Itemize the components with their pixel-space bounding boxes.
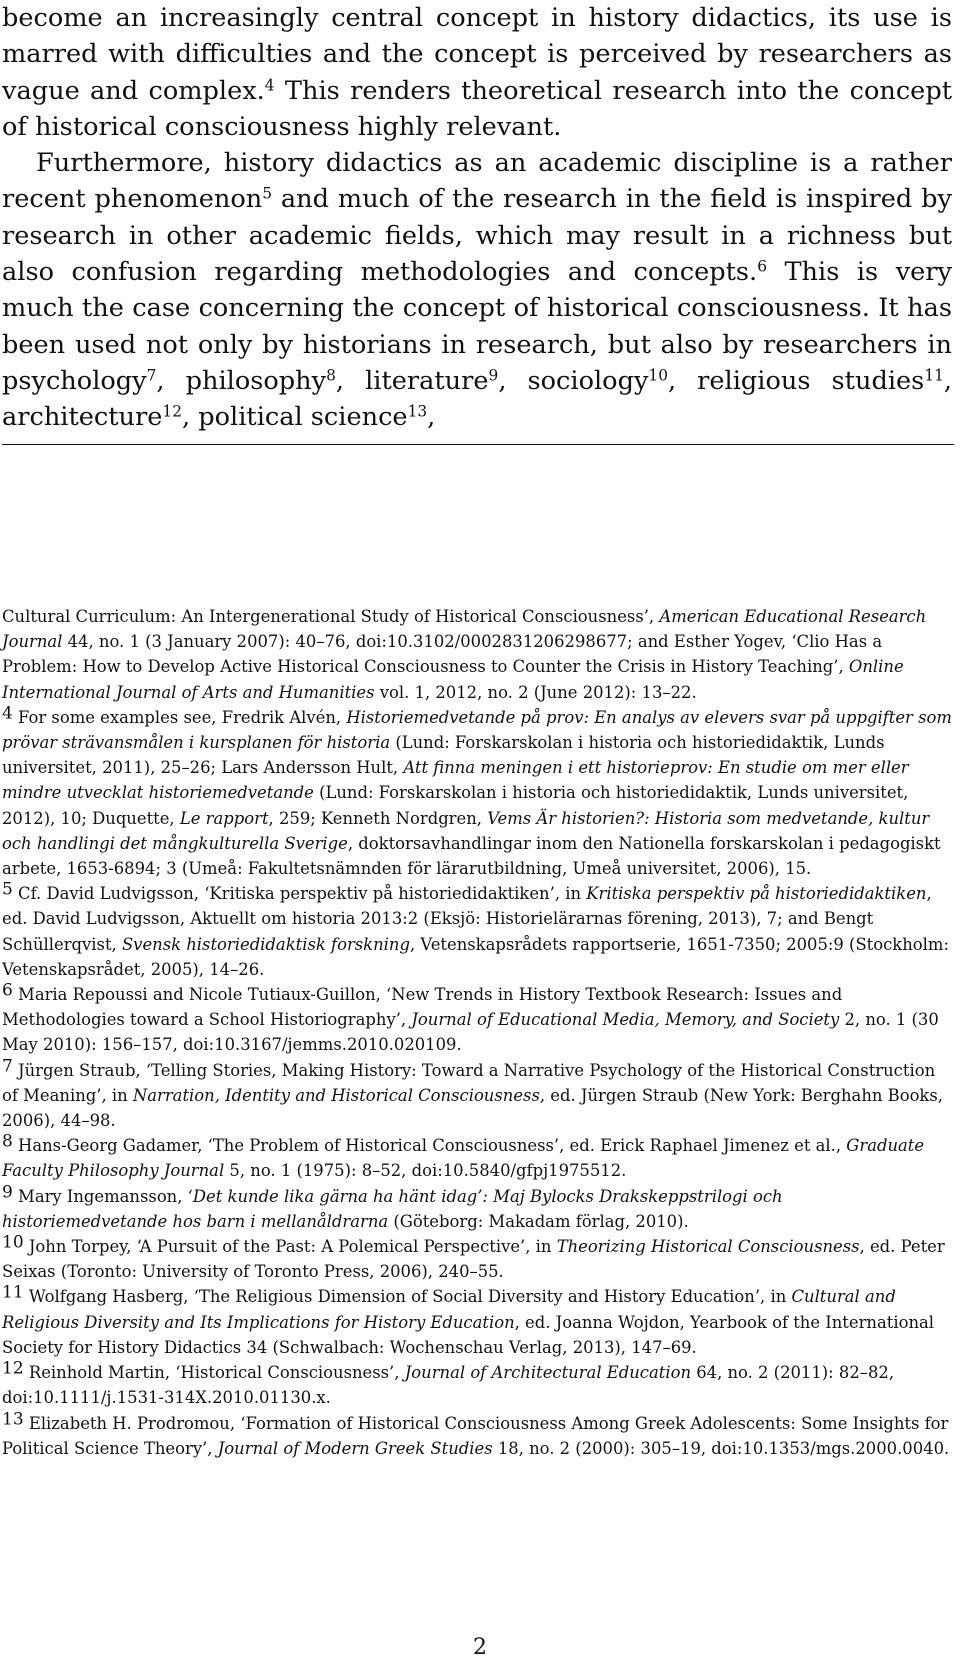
text-run: Cf. David Ludvigsson, ‘Kritiska perspektiv på historiedidaktiken’, in bbox=[12, 884, 587, 904]
text-run: (Lund: Forskarskolan i historia och historiedidaktik, Lunds universitet, 2012), 10; Duquette, bbox=[2, 783, 909, 828]
footnote-ref[interactable]: 6 bbox=[757, 257, 767, 276]
italic-title: ‘Det kunde lika gärna ha hänt idag’: Maj Bylocks Drakskeppstrilogi och historiemedvetande hos barn i mellanåldrarna bbox=[2, 1186, 783, 1231]
text-run: , religious studies bbox=[667, 365, 925, 396]
footnote-ref[interactable]: 13 bbox=[407, 402, 428, 421]
text-run: 44, no. 1 (3 January 2007): 40–76, doi:10.3102/0002831206298677; and Esther Yogev, ‘Clio Has a Problem: How to Develop Active Historical Consciousness to Counter the Crisis in History Teaching’, bbox=[2, 632, 883, 677]
footnote-continued bbox=[2, 604, 952, 705]
italic-title: Vems Är historien?: Historia som medvetande, kultur och handlingi det mångkulturella Sverige bbox=[2, 808, 930, 853]
text-run: Mary Ingemansson, bbox=[12, 1186, 188, 1206]
footnote-4 bbox=[2, 705, 952, 881]
footnote-ref[interactable]: 9 bbox=[488, 366, 499, 385]
footnote-ref[interactable]: 10 bbox=[648, 366, 668, 385]
italic-title: Svensk historiedidaktisk forskning bbox=[121, 934, 410, 954]
text-run: , ed. Peter Seixas (Toronto: University of Toronto Press, 2006), 240–55. bbox=[2, 1237, 945, 1282]
text-run: Elizabeth H. Prodromou, ‘Formation of Historical Consciousness Among Greek Adolescents: Some Insights for Political Science Theory’, bbox=[2, 1413, 949, 1458]
footnote-9 bbox=[2, 1181, 952, 1234]
footnote-number: 12 bbox=[2, 1358, 24, 1379]
footnote-number: 8 bbox=[2, 1131, 13, 1152]
italic-title: Cultural and Religious Diversity and Its Implications for History Education bbox=[2, 1287, 896, 1332]
paragraph bbox=[2, 145, 952, 435]
footnote-number: 13 bbox=[2, 1408, 24, 1429]
text-run: and much of the research in the field is inspired by research in other academic fields, which may result in a richness but also confusion regarding methodologies and concepts. bbox=[2, 184, 953, 288]
text-run: , bbox=[427, 402, 436, 433]
text-run: , ed. David Ludvigsson, Aktuellt om historia 2013:2 (Eksjö: Historielärarnas förening, 2013), 7; and Bengt Schüllerqvist, bbox=[2, 884, 932, 954]
italic-title: Journal of Modern Greek Studies bbox=[217, 1438, 493, 1458]
paragraph bbox=[2, 0, 952, 145]
footnote-8 bbox=[2, 1133, 952, 1183]
footnotes bbox=[2, 604, 952, 1461]
footnote-ref[interactable]: 8 bbox=[326, 366, 336, 385]
text-run: Cultural Curriculum: An Intergenerational Study of Historical Consciousness’, bbox=[2, 607, 660, 626]
text-run: This is very much the case concerning the concept of historical consciousness. It has been used not only by historians in research, but also by researchers in psychology bbox=[2, 257, 952, 396]
footnote-10 bbox=[2, 1234, 952, 1284]
text-run: Maria Repoussi and Nicole Tutiaux-Guillon, ‘New Trends in History Textbook Research: Issues and Methodologies toward a School Historiography’, bbox=[2, 985, 843, 1030]
text-run: , ed. Jürgen Straub (New York: Berghahn Books, 2006), 44–98. bbox=[2, 1085, 943, 1131]
italic-title: Journal of Architectural Education bbox=[404, 1363, 691, 1383]
italic-title: Att finna meningen i ett historieprov: En studie om mer eller mindre utvecklat historiemedvetande bbox=[2, 758, 909, 803]
text-run: become an increasingly central concept in history didactics, its use is marred with difficulties and the concept is perceived by researchers as vague and complex. bbox=[2, 3, 952, 106]
text-run: John Torpey, ‘A Pursuit of the Past: A Polemical Perspective’, in bbox=[23, 1237, 557, 1257]
footnote-separator bbox=[2, 444, 954, 445]
footnote-11 bbox=[2, 1284, 952, 1360]
italic-title: Narration, Identity and Historical Consciousness bbox=[132, 1085, 540, 1105]
footnote-number: 7 bbox=[2, 1055, 13, 1076]
footnote-ref[interactable]: 12 bbox=[162, 402, 182, 421]
text-run: For some examples see, Fredrik Alvén, bbox=[12, 707, 347, 727]
footnote-ref[interactable]: 11 bbox=[924, 366, 944, 385]
footnote-number: 11 bbox=[2, 1282, 24, 1303]
footnote-7 bbox=[2, 1055, 952, 1134]
text-run: , doktorsavhandlingar inom den Nationella forskarskolan i pedagogiskt arbete, 1653-6894; 3 (Umeå: Fakultetsnämnden för lärarutbildning, Umeå universitet, 2006), 15. bbox=[2, 833, 941, 879]
text-run: Wolfgang Hasberg, ‘The Religious Dimension of Social Diversity and History Education’, in bbox=[23, 1287, 792, 1307]
italic-title: Kritiska perspektiv på historiedidaktiken bbox=[586, 884, 927, 904]
text-run: , architecture bbox=[2, 365, 952, 433]
footnote-ref[interactable]: 4 bbox=[264, 76, 275, 95]
italic-title: Online International Journal of Arts and Humanities bbox=[2, 657, 904, 702]
text-run: 18, no. 2 (2000): 305–19, doi:10.1353/mgs.2000.0040. bbox=[492, 1438, 950, 1458]
text-run: Reinhold Martin, ‘Historical Consciousness’, bbox=[23, 1363, 405, 1383]
footnote-number: 9 bbox=[2, 1181, 13, 1202]
text-run: , Vetenskapsrådets rapportserie, 1651-7350; 2005:9 (Stockholm: Vetenskapsrådet, 2005), 14–26. bbox=[2, 934, 949, 979]
text-run: , literature bbox=[335, 365, 489, 396]
page-number: 2 bbox=[473, 1635, 487, 1660]
text-run: This renders theoretical research into the concept of historical consciousness highly relevant. bbox=[2, 75, 952, 142]
text-run: , ed. Joanna Wojdon, Yearbook of the International Society for History Didactics 34 (Schwalbach: Wochenschau Verlag, 2013), 147–69. bbox=[2, 1312, 935, 1357]
text-run: 2, no. 1 (30 May 2010): 156–157, doi:10.3167/jemms.2010.020109. bbox=[2, 1010, 939, 1055]
body-text bbox=[2, 0, 952, 436]
text-run: vol. 1, 2012, no. 2 (June 2012): 13–22. bbox=[374, 682, 697, 702]
text-run: , sociology bbox=[498, 365, 649, 396]
italic-title: Le rapport bbox=[179, 808, 269, 828]
text-run: 5, no. 1 (1975): 8–52, doi:10.5840/gfpj1975512. bbox=[224, 1161, 627, 1181]
text-run: (Lund: Forskarskolan i historia och historiedidaktik, Lunds universitet, 2011), 25–26; Lars Andersson Hult, bbox=[2, 733, 885, 778]
footnote-number: 5 bbox=[2, 879, 13, 900]
text-run: (Göteborg: Makadam förlag, 2010). bbox=[388, 1211, 689, 1231]
footnote-ref[interactable]: 5 bbox=[262, 185, 273, 204]
footnote-ref[interactable]: 7 bbox=[146, 366, 157, 385]
italic-title: Historiemedvetande på prov: En analys av elevers svar på uppgifter som prövar strävansmålen i kursplanen för historia bbox=[2, 707, 952, 753]
italic-title: Graduate Faculty Philosophy Journal bbox=[2, 1136, 925, 1181]
text-run: , philosophy bbox=[156, 365, 327, 396]
footnote-number: 6 bbox=[2, 980, 13, 1001]
footnote-6 bbox=[2, 982, 952, 1058]
text-run: 64, no. 2 (2011): 82–82, doi:10.1111/j.1531-314X.2010.01130.x. bbox=[2, 1363, 895, 1408]
text-run: , political science bbox=[181, 402, 408, 433]
footnote-12 bbox=[2, 1360, 952, 1410]
footnote-number: 4 bbox=[2, 703, 13, 724]
italic-title: American Educational Research Journal bbox=[2, 607, 927, 652]
text-run: Hans-Georg Gadamer, ‘The Problem of Historical Consciousness’, ed. Erick Raphael Jimenez et al., bbox=[12, 1136, 847, 1156]
text-run: Jürgen Straub, ‘Telling Stories, Making History: Toward a Narrative Psychology of the Historical Construction of Meaning’, in bbox=[2, 1060, 936, 1105]
text-run: , 259; Kenneth Nordgren, bbox=[268, 808, 488, 828]
footnote-number: 10 bbox=[2, 1232, 24, 1253]
footnote-13 bbox=[2, 1408, 952, 1461]
footnote-5 bbox=[2, 881, 952, 982]
text-run: Furthermore, history didactics as an academic discipline is a rather recent phenomenon bbox=[2, 148, 952, 215]
italic-title: Theorizing Historical Consciousness bbox=[556, 1237, 860, 1257]
italic-title: Journal of Educational Media, Memory, and Society bbox=[411, 1010, 840, 1030]
